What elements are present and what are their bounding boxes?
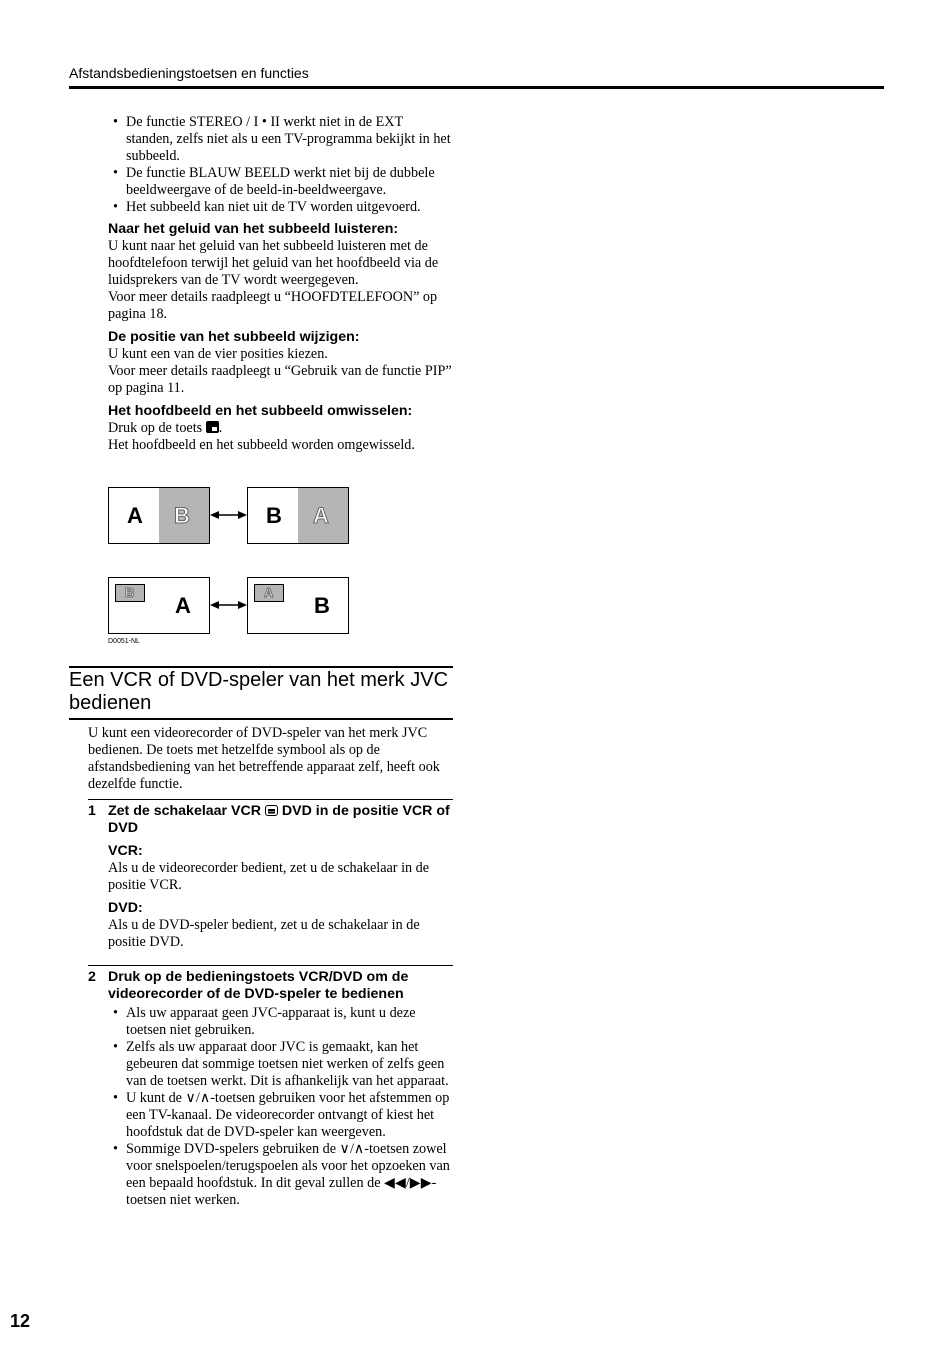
sub-area (159, 488, 209, 543)
step2-title: Druk op de bedieningstoets VCR/DVD om de videorecorder of de DVD-speler te bedienen (108, 969, 409, 1002)
pip-frame-right (247, 577, 349, 634)
section-intro: U kunt een videorecorder of DVD-speler van het merk JVC bedienen. De toets met hetzelfde symbool als op de afstandsbediening van het betreffende apparaat zelf, heeft ook dezelfde functie. (88, 725, 440, 792)
diagram-code: D0051-NL (108, 638, 140, 645)
swap-diagram (108, 487, 353, 652)
section-title: Een VCR of DVD-speler van het merk JVC bedienen (69, 669, 449, 714)
audio-paragraph-1: U kunt naar het geluid van het subbeeld luisteren met de hoofdtelefoon terwijl het geluid van het hoofdbeeld via de luidsprekers van de TV wordt weergegeven. (108, 238, 439, 288)
step1-body (108, 843, 453, 951)
intro-bullets-block (108, 114, 453, 454)
pip-window (115, 584, 145, 602)
dvd-heading: DVD: (108, 900, 143, 916)
swap-paragraph-2: Het hoofdbeeld en het subbeeld worden omgewisseld. (108, 437, 415, 453)
sub-area (298, 488, 348, 543)
step2-number: 2 (88, 969, 96, 985)
swap-icon (206, 421, 219, 433)
double-arrow-icon (210, 506, 247, 524)
audio-paragraph-2: Voor meer details raadpleegt u “HOOFDTELEFOON” op pagina 18. (108, 289, 438, 322)
main-label: B (314, 593, 330, 618)
step2-rule (88, 965, 453, 966)
split-frame-left (108, 487, 210, 544)
main-label: B (266, 503, 282, 528)
header-rule (69, 86, 884, 89)
swap-text-after: . (218, 420, 223, 436)
list-item: • Sommige DVD-spelers gebruiken de ∨/∧-toetsen zowel voor snelspoelen/terugspoelen als voor het opzoeken van een bepaald hoofdstuk. In dit geval zullen de ◀◀/▶▶-toetsen niet werken. (108, 1141, 453, 1209)
position-heading: De positie van het subbeeld wijzigen: (108, 329, 360, 345)
list-item: • Als uw apparaat geen JVC-apparaat is, kunt u deze toetsen niet gebruiken. (108, 1005, 453, 1039)
switch-icon (265, 805, 278, 816)
pip-label: B (125, 585, 135, 600)
list-item: • Zelfs als uw apparaat door JVC is gemaakt, kan het gebeuren dat sommige toetsen niet werken of zelfs geen van de toetsen werkt. Dit is afhankelijk van het apparaat. (108, 1039, 453, 1090)
vcr-heading: VCR: (108, 843, 143, 859)
page-number: 12 (10, 1311, 31, 1331)
step1-title-after: DVD in de positie VCR of DVD (108, 803, 450, 836)
double-arrow-icon (210, 596, 247, 614)
vcr-text: Als u de videorecorder bedient, zet u de schakelaar in de positie VCR. (108, 860, 430, 893)
running-header: Afstandsbedieningstoetsen en functies (69, 65, 309, 81)
section-rule-top (69, 666, 453, 668)
sub-label: A (313, 503, 329, 528)
step1-title-before: Zet de schakelaar VCR (108, 803, 265, 819)
swap-heading: Het hoofdbeeld en het subbeeld omwisselen: (108, 403, 413, 419)
intro-bullet-list (108, 114, 453, 216)
swap-text-before: Druk op de toets (108, 420, 206, 436)
list-item: • De functie BLAUW BEELD werkt niet bij de dubbele beeldweergave of de beeld-in-beeldweergave. (108, 165, 453, 199)
pip-frame-left (108, 577, 210, 634)
main-label: A (127, 503, 143, 528)
position-paragraph-1: U kunt een van de vier posities kiezen. (108, 346, 328, 362)
step2-bullet-list (108, 1005, 453, 1209)
step2-body (108, 1005, 453, 1209)
audio-heading: Naar het geluid van het subbeeld luisteren: (108, 221, 399, 237)
pip-window (254, 584, 284, 602)
step1-rule (88, 799, 453, 800)
dvd-text: Als u de DVD-speler bedient, zet u de schakelaar in de positie DVD. (108, 917, 420, 950)
list-item: • Het subbeeld kan niet uit de TV worden uitgevoerd. (108, 199, 453, 216)
list-item: • De functie STEREO / I • II werkt niet in de EXT standen, zelfs niet als u een TV-programma bekijkt in het subbeeld. (108, 114, 453, 165)
step1-title (108, 803, 453, 837)
pip-label: A (264, 585, 274, 600)
step1-number: 1 (88, 803, 96, 819)
split-frame-right (247, 487, 349, 544)
main-label: A (175, 593, 191, 618)
position-paragraph-2: Voor meer details raadpleegt u “Gebruik van de functie PIP” op pagina 11. (108, 363, 452, 396)
section-rule-bottom (69, 718, 453, 720)
sub-label: B (174, 503, 190, 528)
list-item: • U kunt de ∨/∧-toetsen gebruiken voor het afstemmen op een TV-kanaal. De videorecorder ontvangt of kiest het hoofdstuk dat de DVD-speler kan weergeven. (108, 1090, 453, 1141)
swap-paragraph-1 (108, 420, 453, 437)
